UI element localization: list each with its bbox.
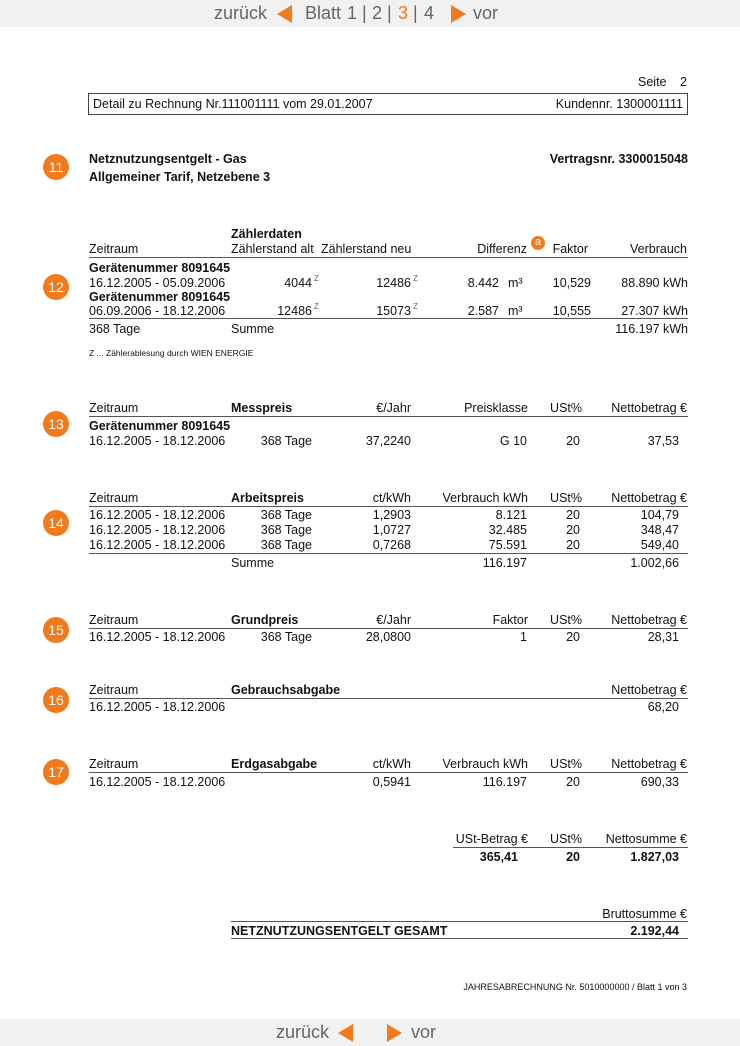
usage: 88.890 kWh (621, 276, 688, 290)
divider (89, 257, 688, 258)
gross-sum-header: Bruttosumme € (602, 907, 687, 921)
forward-link[interactable]: vor (411, 1022, 437, 1042)
section-badge-17: 17 (43, 759, 69, 785)
column-header: Nettobetrag € (611, 401, 687, 415)
contract-number: Vertragsnr. 3300015048 (549, 152, 688, 166)
cell: 75.591 (488, 538, 527, 552)
divider (89, 628, 688, 629)
back-arrow-icon[interactable] (277, 5, 292, 23)
back-link[interactable]: zurück (214, 3, 268, 23)
column-header: USt% (550, 491, 582, 505)
cell: 16.12.2005 - 18.12.2006 (89, 523, 226, 537)
column-header: €/Jahr (376, 613, 411, 627)
column-header: Nettobetrag € (611, 613, 687, 627)
column-header: Zeitraum (89, 683, 139, 697)
sum-label: Summe (231, 556, 275, 570)
column-header: Arbeitspreis (231, 491, 304, 505)
column-header: Zeitraum (89, 613, 139, 627)
column-header: Grundpreis (231, 613, 299, 627)
column-header: Erdgasabgabe (231, 757, 318, 771)
vat-rate: 20 (566, 850, 580, 864)
grand-total-value: 2.192,44 (630, 924, 679, 938)
cell: 16.12.2005 - 18.12.2006 (89, 630, 226, 644)
forward-arrow-icon[interactable] (451, 5, 466, 23)
cell: 116.197 (482, 775, 527, 789)
cell: 28,31 (647, 630, 679, 644)
column-header: Differenz (477, 242, 527, 256)
vat-amount: 365,41 (479, 850, 518, 864)
divider (231, 938, 688, 939)
column-header: Messpreis (231, 401, 293, 415)
sheet-link-1[interactable]: 1 (347, 3, 358, 23)
net-sum-header: Nettosumme € (605, 832, 687, 846)
cell: 0,5941 (372, 775, 411, 789)
sheet-separator: | (362, 3, 367, 23)
sheet-link-3-current: 3 (398, 3, 409, 23)
device-number: Gerätenummer 8091645 (89, 419, 231, 433)
difference: 8.442 (467, 276, 499, 290)
cell: 37,2240 (365, 434, 411, 448)
device-number: Gerätenummer 8091645 (89, 261, 231, 275)
sum-usage: 116.197 (482, 556, 527, 570)
cell: 348,47 (640, 523, 679, 537)
cell: 16.12.2005 - 18.12.2006 (89, 775, 226, 789)
column-header: Faktor (552, 242, 588, 256)
cell: 1,0727 (372, 523, 411, 537)
column-header: Zählerstand alt (231, 242, 314, 256)
reading-mark: Z (413, 302, 418, 311)
column-header: USt% (550, 401, 582, 415)
reading-mark: Z (413, 274, 418, 283)
meter-new: 15073 (376, 304, 411, 318)
page-label: Seite (638, 75, 667, 89)
divider (89, 772, 688, 773)
factor: 10,555 (552, 304, 591, 318)
difference: 2.587 (467, 304, 499, 318)
column-header: Preisklasse (464, 401, 528, 415)
unit: m³ (508, 304, 523, 318)
cell: 0,7268 (372, 538, 411, 552)
sheet-link-4[interactable]: 4 (424, 3, 435, 23)
cell: 20 (566, 775, 580, 789)
column-header: USt% (550, 757, 582, 771)
divider (89, 506, 688, 507)
divider (231, 921, 688, 922)
cell: 368 Tage (260, 538, 312, 552)
divider (453, 847, 688, 848)
customer-number: Kundennr. 1300001111 (555, 97, 683, 111)
period: 06.09.2006 - 18.12.2006 (89, 304, 226, 318)
meter-new: 12486 (376, 276, 411, 290)
invoice-header-box (88, 93, 688, 115)
cell: 16.12.2005 - 18.12.2006 (89, 434, 226, 448)
back-link[interactable]: zurück (276, 1022, 330, 1042)
cell: 1 (520, 630, 527, 644)
forward-link[interactable]: vor (473, 3, 499, 23)
cell: 368 Tage (260, 434, 312, 448)
column-header: Faktor (492, 613, 528, 627)
column-header: Zeitraum (89, 757, 139, 771)
footnote: Z ... Zählerablesung durch WIEN ENERGIE (89, 348, 254, 358)
divider (89, 318, 688, 319)
cell: 20 (566, 538, 580, 552)
column-header: ct/kWh (372, 757, 411, 771)
column-header: Gebrauchsabgabe (231, 683, 341, 697)
cell: G 10 (499, 434, 527, 448)
sheet-separator: | (413, 3, 418, 23)
bottom-navigation-bar (0, 1019, 740, 1046)
section-badge-12: 12 (43, 274, 69, 300)
cell: 690,33 (640, 775, 679, 789)
section-title: Netznutzungsentgelt - Gas (89, 152, 247, 166)
meter-old: 4044 (284, 276, 312, 290)
cell: 104,79 (640, 508, 679, 522)
vat-rate-header: USt% (550, 832, 582, 846)
forward-arrow-icon[interactable] (387, 1024, 402, 1042)
cell: 16.12.2005 - 18.12.2006 (89, 700, 226, 714)
period: 16.12.2005 - 05.09.2006 (89, 276, 226, 290)
column-header: Nettobetrag € (611, 491, 687, 505)
column-header: Verbrauch (630, 242, 687, 256)
cell: 368 Tage (260, 523, 312, 537)
divider (89, 416, 688, 417)
section-badge-16: 16 (43, 687, 69, 713)
column-header: Zeitraum (89, 401, 139, 415)
cell: 1,2903 (372, 508, 411, 522)
column-header: USt% (550, 613, 582, 627)
cell: 37,53 (647, 434, 679, 448)
tariff-subtitle: Allgemeiner Tarif, Netzebene 3 (89, 170, 271, 184)
grand-total-label: NETZNUTZUNGSENTGELT GESAMT (231, 924, 448, 938)
sum-net: 1.002,66 (630, 556, 679, 570)
cell: 20 (566, 523, 580, 537)
cell: 549,40 (640, 538, 679, 552)
statement-footer: JAHRESABRECHNUNG Nr. 5010000000 / Blatt 1 von 3 (463, 982, 687, 992)
section-badge-15: 15 (43, 617, 69, 643)
column-header: Verbrauch kWh (442, 757, 528, 771)
sum-usage: 116.197 kWh (615, 322, 688, 336)
column-header: Nettobetrag € (611, 757, 687, 771)
divider (89, 553, 688, 554)
cell: 368 Tage (260, 630, 312, 644)
column-header: Zeitraum (89, 242, 139, 256)
reading-mark: Z (314, 274, 319, 283)
unit: m³ (508, 276, 523, 290)
column-header: Nettobetrag € (611, 683, 687, 697)
invoice-detail: Detail zu Rechnung Nr.111001111 vom 29.01.2007 (93, 97, 373, 111)
section-badge-11: 11 (43, 154, 69, 180)
sum-days: 368 Tage (89, 322, 141, 336)
reading-mark: Z (314, 302, 319, 311)
column-header: Verbrauch kWh (442, 491, 528, 505)
divider (89, 698, 688, 699)
back-arrow-icon[interactable] (338, 1024, 353, 1042)
section-badge-13: 13 (43, 411, 69, 437)
column-header: Zählerstand neu (321, 242, 412, 256)
factor: 10,529 (552, 276, 591, 290)
cell: 20 (566, 630, 580, 644)
section-badge-14: 14 (43, 510, 69, 536)
cell: 16.12.2005 - 18.12.2006 (89, 538, 226, 552)
column-header: Zeitraum (89, 491, 139, 505)
cell: 28,0800 (365, 630, 411, 644)
cell: 16.12.2005 - 18.12.2006 (89, 508, 226, 522)
sheet-separator: | (387, 3, 392, 23)
cell: 32.485 (488, 523, 527, 537)
column-header: ct/kWh (372, 491, 411, 505)
meter-old: 12486 (277, 304, 312, 318)
cell: 20 (566, 434, 580, 448)
net-sum: 1.827,03 (630, 850, 679, 864)
sheet-link-2[interactable]: 2 (372, 3, 383, 23)
sheet-label: Blatt (305, 3, 342, 23)
vat-amount-header: USt-Betrag € (455, 832, 528, 846)
usage: 27.307 kWh (621, 304, 688, 318)
column-header: €/Jahr (376, 401, 411, 415)
cell: 20 (566, 508, 580, 522)
note-badge-a: a (531, 236, 545, 250)
page-number: 2 (680, 75, 687, 89)
sum-label: Summe (231, 322, 275, 336)
top-navigation-bar (0, 0, 740, 27)
device-number: Gerätenummer 8091645 (89, 290, 231, 304)
cell: 68,20 (647, 700, 679, 714)
cell: 8.121 (495, 508, 527, 522)
cell: 368 Tage (260, 508, 312, 522)
meter-data-heading: Zählerdaten (231, 227, 302, 241)
